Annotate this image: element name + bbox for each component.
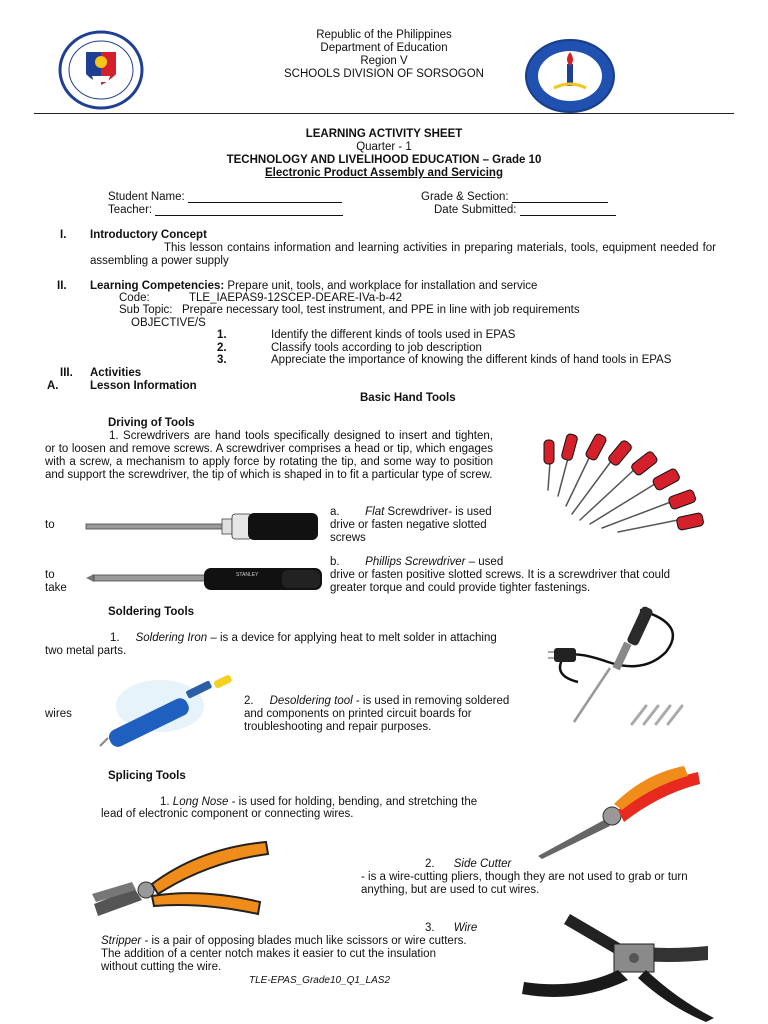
grade-section-field[interactable]	[421, 191, 608, 203]
soldering-iron-image	[548, 604, 698, 730]
header-deped: Department of Education	[320, 42, 448, 54]
objective-3-number: 3.	[217, 354, 227, 366]
objective-2-number: 2.	[217, 342, 227, 354]
soldering-iron-line-2: two metal parts.	[45, 645, 127, 657]
soldering-iron-name: Soldering Iron	[135, 632, 208, 644]
long-nose-name: Long Nose	[172, 796, 229, 808]
screwdriver-set-image	[538, 432, 698, 542]
date-submitted-label: Date Submitted:	[434, 204, 517, 216]
long-nose-text: - is used for holding, bending, and stretching the	[228, 796, 478, 808]
soldering-tools-heading: Soldering Tools	[108, 606, 195, 618]
lesson-information-heading: Lesson Information	[90, 380, 197, 392]
phillips-line-3: greater torque and could provide tighter fastenings.	[330, 582, 591, 594]
objective-1-text: Identify the different kinds of tools used in EPAS	[271, 329, 516, 341]
header-divider	[34, 113, 734, 114]
objectives-label: OBJECTIVE/S	[131, 317, 206, 329]
phillips-screwdriver-name: Phillips Screwdriver	[365, 556, 466, 568]
long-nose-number: 1.	[160, 796, 170, 808]
section-1-number: I.	[60, 229, 67, 241]
side-cutter-line-2: - is a wire-cutting pliers, though they are not used to grab or turn	[361, 871, 688, 883]
section-1-text: This lesson contains information and learning activities in preparing materials, tools, equipment needed for assembling a power supply	[90, 242, 716, 267]
side-cutter-image	[90, 838, 270, 920]
flat-screwdriver-text: Screwdriver- is used	[387, 506, 492, 518]
phillips-to-label: to	[45, 569, 55, 581]
screwdriver-description: 1. Screwdrivers are hand tools specifically designed to insert and tighten, or to loosen and remove screws. A screwdriver comprises a head or tip, which engages with a screw, a mechanism to apply force by rotating the tip, and some way to position and support the screwdriver, the tip of which is shaped in to fit a particular type of screw.	[45, 430, 493, 481]
desoldering-line-3: troubleshooting and repair purposes.	[244, 721, 432, 733]
deped-seal-left	[56, 30, 146, 110]
code-value: TLE_IAEPAS9-12SCEP-DEARE-IVa-b-42	[189, 292, 403, 304]
wire-stripper-text: - is a pair of opposing blades much like scissors or wire cutters.	[141, 935, 467, 947]
objective-3-text: Appreciate the importance of knowing the different kinds of hand tools in EPAS	[271, 354, 672, 366]
section-2-number: II.	[57, 280, 67, 292]
code-label: Code:	[119, 292, 150, 304]
side-cutter-line-3: anything, but are used to cut wires.	[361, 884, 540, 896]
wire-stripper-name-1: Wire	[453, 922, 478, 934]
section-3-number: III.	[60, 367, 73, 379]
footer-code: TLE-EPAS_Grade10_Q1_LAS2	[249, 975, 391, 986]
teacher-label: Teacher:	[108, 204, 153, 216]
desoldering-tool-name: Desoldering tool	[269, 695, 353, 707]
wire-stripper-line-2: The addition of a center notch makes it easier to cut the insulation	[101, 948, 436, 960]
grade-section-label: Grade & Section:	[421, 191, 509, 203]
flat-screwdriver-image	[86, 510, 321, 544]
quarter-label: Quarter - 1	[356, 141, 412, 153]
section-1-heading: Introductory Concept	[90, 229, 207, 241]
flat-line-3: screws	[330, 532, 366, 544]
header-division: SCHOOLS DIVISION OF SORSOGON	[283, 68, 484, 80]
desoldering-wires-label: wires	[45, 708, 72, 720]
wire-stripper-image	[518, 910, 718, 1022]
desoldering-line-2: and components on printed circuit boards for	[244, 708, 472, 720]
sheet-title: LEARNING ACTIVITY SHEET	[305, 128, 463, 140]
section-a-number: A.	[47, 380, 59, 392]
wire-stripper-name-2: Stripper	[101, 935, 142, 947]
wire-stripper-number: 3.	[425, 922, 435, 934]
soldering-iron-number: 1.	[110, 632, 120, 644]
phillips-line-2: drive or fasten positive slotted screws. It is a screwdriver that could	[330, 569, 671, 581]
course-title: Electronic Product Assembly and Servicing	[265, 167, 503, 179]
section-3-heading: Activities	[90, 367, 142, 379]
sorsogon-division-seal	[524, 38, 616, 114]
long-nose-line-2: lead of electronic component or connecting wires.	[101, 808, 354, 820]
flat-line-2: drive or fasten negative slotted	[330, 519, 487, 531]
long-nose-pliers-image	[534, 764, 704, 860]
flat-to-label: to	[45, 519, 55, 531]
objective-2-text: Classify tools according to job description	[271, 342, 482, 354]
phillips-prefix: b.	[330, 556, 340, 568]
objective-1-number: 1.	[217, 329, 227, 341]
section-2-heading: Learning Competencies:	[90, 280, 225, 292]
flat-screwdriver-name: Flat	[365, 506, 385, 518]
desoldering-tool-text: - is used in removing soldered	[352, 695, 510, 707]
wire-stripper-line-3: without cutting the wire.	[101, 961, 222, 973]
student-name-field[interactable]	[108, 191, 342, 203]
header-republic: Republic of the Philippines	[316, 29, 452, 41]
section-2-heading-rest: Prepare unit, tools, and workplace for installation and service	[227, 280, 538, 292]
screwdriver-brand-text: STANLEY	[236, 572, 259, 578]
header-region: Region V	[360, 55, 408, 67]
subject-title: TECHNOLOGY AND LIVELIHOOD EDUCATION – Grade 10	[226, 154, 542, 166]
subtopic-label: Sub Topic:	[119, 304, 173, 316]
side-cutter-number: 2.	[425, 858, 435, 870]
desoldering-tool-image	[98, 676, 238, 752]
soldering-iron-text: – is a device for applying heat to melt solder in attaching	[207, 632, 497, 644]
splicing-tools-heading: Splicing Tools	[108, 770, 186, 782]
date-submitted-field[interactable]	[434, 204, 616, 216]
student-name-label: Student Name:	[108, 191, 185, 203]
basic-hand-tools-heading: Basic Hand Tools	[360, 392, 456, 404]
teacher-field[interactable]	[108, 204, 343, 216]
side-cutter-name: Side Cutter	[453, 858, 512, 870]
desoldering-number: 2.	[244, 695, 254, 707]
flat-prefix: a.	[330, 506, 340, 518]
phillips-screwdriver-image	[86, 560, 321, 596]
subtopic-value: Prepare necessary tool, test instrument, and PPE in line with job requirements	[182, 304, 580, 316]
phillips-take-label: take	[45, 582, 67, 594]
phillips-screwdriver-text: – used	[465, 556, 504, 568]
driving-tools-heading: Driving of Tools	[108, 417, 195, 429]
